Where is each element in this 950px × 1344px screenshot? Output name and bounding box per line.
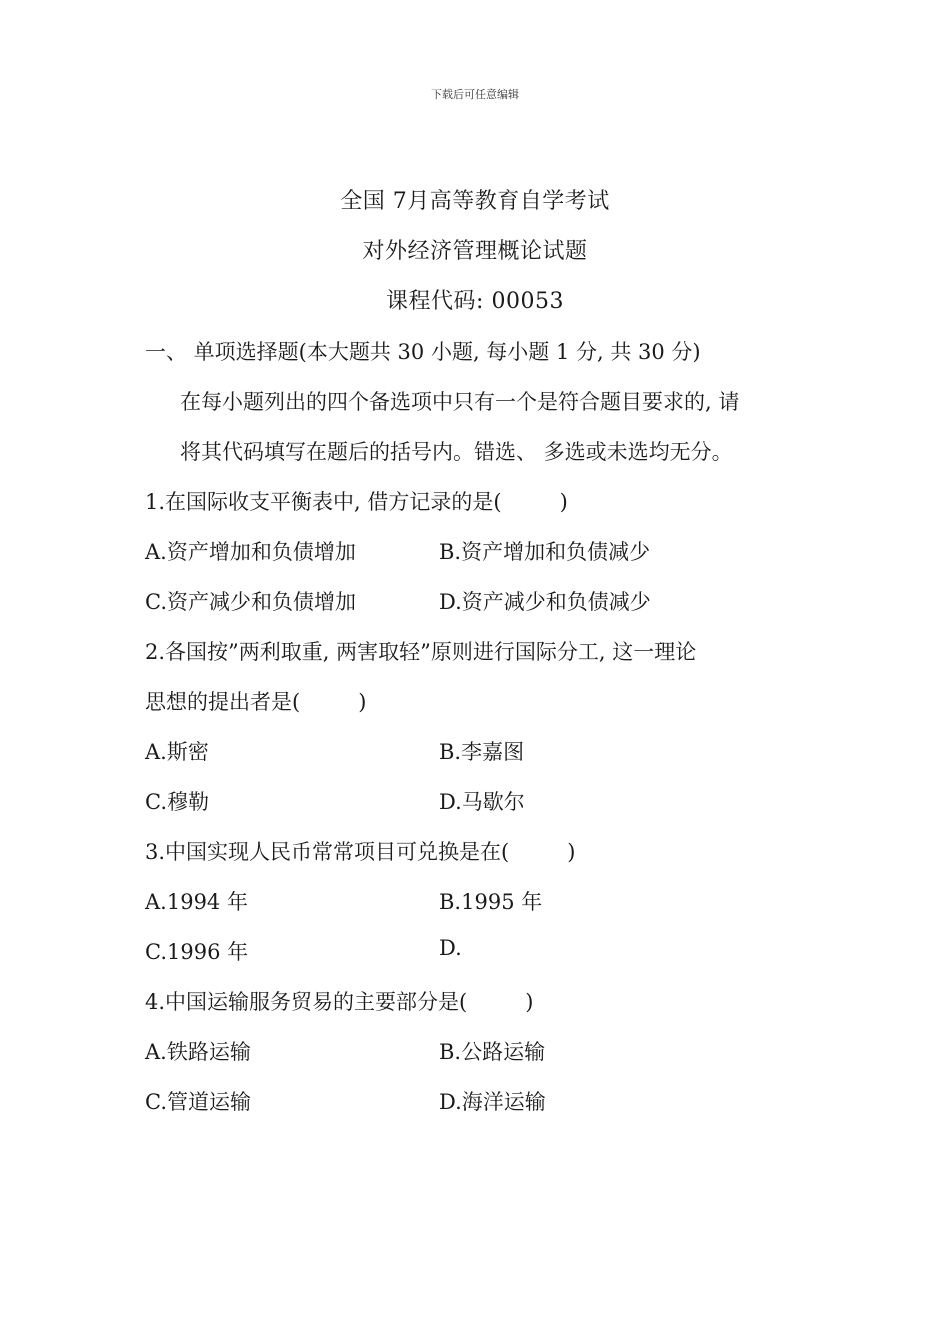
question-stem xyxy=(145,836,575,866)
question-2-option-c: C.穆勒 xyxy=(145,790,209,814)
section-instruction-line1: 在每小题列出的四个备选项中只有一个是符合题目要求的, 请 xyxy=(180,390,740,414)
question-stem xyxy=(145,986,533,1016)
question-3-option-d: D. xyxy=(439,936,462,960)
question-2-option-b: B.李嘉图 xyxy=(439,740,525,764)
course-code: 课程代码: 00053 xyxy=(386,289,564,314)
question-1-option-c: C.资产减少和负债增加 xyxy=(145,590,356,614)
question-3-stem: 3.中国实现人民币常常项目可兑换是在( xyxy=(145,840,510,864)
question-stem xyxy=(145,686,366,716)
header-note: 下载后可任意编辑 xyxy=(431,88,519,101)
question-4-stem-end: ) xyxy=(525,990,534,1014)
question-2-stem: 思想的提出者是( xyxy=(145,690,301,714)
question-1-option-d: D.资产减少和负债减少 xyxy=(439,590,651,614)
question-1-stem-end: ) xyxy=(559,490,568,514)
exam-title: 全国 7月高等教育自学考试 xyxy=(340,189,610,214)
question-3-option-c: C.1996 年 xyxy=(145,940,249,964)
question-2-option-a: A.斯密 xyxy=(145,740,209,764)
question-2-option-d: D.马歇尔 xyxy=(439,790,525,814)
question-4-stem: 4.中国运输服务贸易的主要部分是( xyxy=(145,990,468,1014)
question-2-stem-line1: 2.各国按”两利取重, 两害取轻”原则进行国际分工, 这一理论 xyxy=(145,640,697,664)
question-4-option-a: A.铁路运输 xyxy=(145,1040,251,1064)
section-heading: 一、 单项选择题(本大题共 30 小题, 每小题 1 分, 共 30 分) xyxy=(145,340,701,364)
question-3-stem-end: ) xyxy=(567,840,576,864)
question-1-stem: 1.在国际收支平衡表中, 借方记录的是( xyxy=(145,490,502,514)
question-4-option-d: D.海洋运输 xyxy=(439,1090,546,1114)
question-4-option-b: B.公路运输 xyxy=(439,1040,546,1064)
question-1-option-a: A.资产增加和负债增加 xyxy=(145,540,356,564)
question-4-option-c: C.管道运输 xyxy=(145,1090,251,1114)
question-stem xyxy=(145,486,568,516)
question-3-option-b: B.1995 年 xyxy=(439,890,543,914)
section-instruction-line2: 将其代码填写在题后的括号内。错选、 多选或未选均无分。 xyxy=(180,440,733,464)
question-3-option-a: A.1994 年 xyxy=(145,890,248,914)
exam-subject: 对外经济管理概论试题 xyxy=(362,239,588,264)
question-1-option-b: B.资产增加和负债减少 xyxy=(439,540,651,564)
question-2-stem-end: ) xyxy=(358,690,367,714)
